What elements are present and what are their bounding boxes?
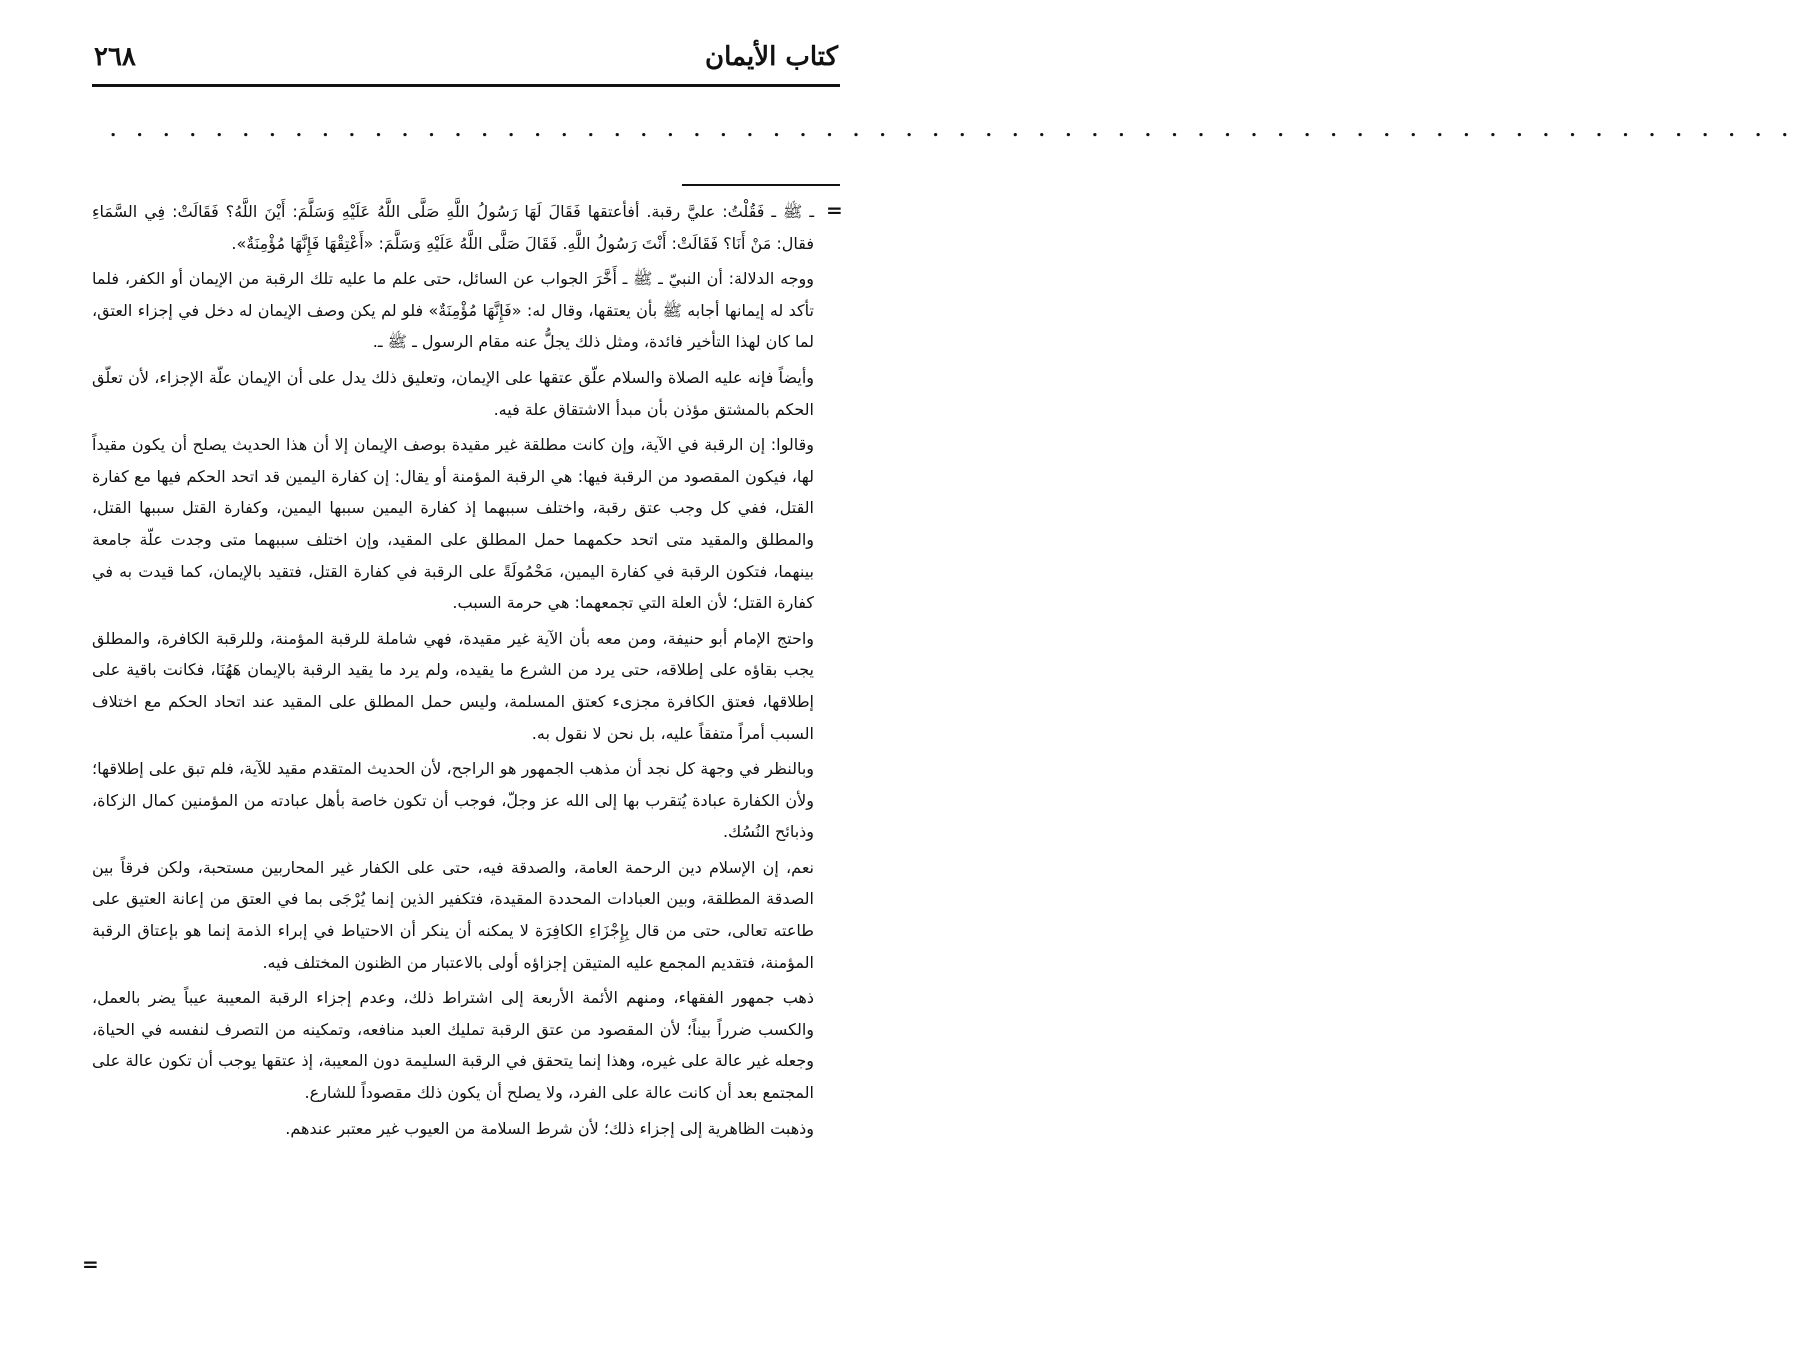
- paragraph: نعم، إن الإسلام دين الرحمة العامة، والصدقة فيه، حتى على الكفار غير المحاربين مستحبة، ولكن فرقاً بين الصدقة المطلقة، وبين العبادات المحددة المقيدة، فتكفير الذين إنما يُرْجَى بما في العتق من إعانة العتيق على طاعته تعالى، حتى من قال بِإِجْزَاءِ الكافِرَة لا يمكنه أن ينكر أن الاحتياط في إبراء الذمة إنما هو بإعتاق الرقبة المؤمنة، فتقديم المجمع عليه المتيقن إجزاؤه أولى بالاعتبار من الظنون المختلف فيه.: [92, 857, 814, 972]
- footnote-rule: [682, 184, 840, 186]
- dotted-separator: . . . . . . . . . . . . . . . . . . . . . . . . . . . . . . . . . . . . . . . . . . . . . . . . . . . . . . . . . . . . . . . .: [110, 120, 1795, 141]
- continuation-marker-top: =: [826, 198, 843, 222]
- paragraph: ذهب جمهور الفقهاء، ومنهم الأئمة الأربعة إلى اشتراط ذلك، وعدم إجزاء الرقبة المعيبة عيباً يضر بالعمل، والكسب ضرراً بيناً؛ لأن المقصود من عتق الرقبة تمليك العبد منافعه، وتمكينه من التصرف لنفسه في الحياة، وجعله غير عالة على غيره، وهذا إنما يتحقق في الرقبة السليمة دون المعيبة، إذ عتقها يوجب أن تكون عالة على المجتمع بعد أن كانت عالة على الفرد، ولا يصلح أن يكون ذلك مقصوداً للشارع.: [92, 988, 814, 1103]
- page-number: ٢٦٨: [94, 42, 136, 72]
- footnote-body: [92, 196, 814, 1148]
- continuation-marker-bottom: =: [82, 1252, 99, 1276]
- header-rule: [92, 84, 840, 87]
- paragraph: وأيضاً فإنه عليه الصلاة والسلام علّق عتقها على الإيمان، وتعليق ذلك يدل على أن الإيمان علّة الإجزاء، لأن تعلّق الحكم بالمشتق مؤذن بأن مبدأ الاشتقاق علة فيه.: [92, 367, 814, 419]
- paragraph: وبالنظر في وجهة كل نجد أن مذهب الجمهور هو الراجح، لأن الحديث المتقدم مقيد للآية، فلم تبق على إطلاقها؛ ولأن الكفارة عبادة يُتقرب بها إلى الله عز وجلّ، فوجب أن تكون خاصة بأهل عبادته من المؤمنين كمال الزكاة، وذبائح النُسُك.: [92, 759, 814, 842]
- paragraph: ووجه الدلالة: أن النبيّ ـ ﷺ ـ أَخَّرَ الجواب عن السائل، حتى علم ما عليه تلك الرقبة من الإيمان أو الكفر، فلما تأكد له إيمانها أجابه ﷺ بأن يعتقها، وقال له: «فَإِنَّهَا مُؤْمِنَةٌ» فلو لم يكن وصف الإيمان له دخل في إجزاء العتق، لما كان لهذا التأخير فائدة، ومثل ذلك يجلُّ عنه مقام الرسول ـ ﷺ ـ.: [92, 269, 814, 352]
- paragraph: وقالوا: إن الرقبة في الآية، وإن كانت مطلقة غير مقيدة بوصف الإيمان إلا أن هذا الحديث يصلح أن يكون مقيداً لها، فيكون المقصود من الرقبة فيها: هي الرقبة المؤمنة أو يقال: إن كفارة اليمين قد اتحد الحكم فيها مع كفارة القتل، ففي كل وجب عتق رقبة، واختلف سببهما إذ كفارة اليمين سببها اليمين، وكفارة القتل سببها القتل، والمطلق والمقيد متى اتحد حكمهما حمل المطلق على المقيد، وإن اختلف سببهما متى وجدت علّة جامعة بينهما، فتكون الرقبة في كفارة اليمين، مَحْمُولَةً على الرقبة في كفارة القتل، فتقيد بالإيمان، كما قيدت به في كفارة القتل؛ لأن العلة التي تجمعهما: هي حرمة السبب.: [92, 435, 814, 613]
- paragraph: واحتج الإمام أبو حنيفة، ومن معه بأن الآية غير مقيدة، فهي شاملة للرقبة المؤمنة، وللرقبة الكافرة، والمطلق يجب بقاؤه على إطلاقه، حتى يرد من الشرع ما يقيده، ولم يرد ما يقيد الرقبة بالإيمان هَهُنَا، فكانت باقية على إطلاقها، فعتق الكافرة مجزىء كعتق المسلمة، وليس حمل المطلق على المقيد عند اتحاد الحكم مع اختلاف السبب أمراً متفقاً عليه، بل نحن لا نقول به.: [92, 628, 814, 743]
- paragraph: وذهبت الظاهرية إلى إجزاء ذلك؛ لأن شرط السلامة من العيوب غير معتبر عندهم.: [285, 1118, 814, 1138]
- paragraph: ـ ﷺ ـ فَقُلْتُ: عليَّ رقبة. أفأعتقها فَقَالَ لَهَا رَسُولُ اللَّهِ صَلَّى اللَّهُ عَلَيْهِ وَسَلَّمَ: أَيْنَ اللَّهُ؟ فَقَالَتْ: فِي السَّمَاءِ فقال: مَنْ أَنَا؟ فَقَالَتْ: أَنْتَ رَسُولُ اللَّهِ. فَقَالَ صَلَّى اللَّهُ عَلَيْهِ وَسَلَّمَ: «أَعْتِقْهَا فَإِنَّهَا مُؤْمِنَةٌ».: [92, 202, 814, 253]
- page-header: [92, 42, 840, 82]
- book-title: كتاب الأيمان: [704, 42, 838, 72]
